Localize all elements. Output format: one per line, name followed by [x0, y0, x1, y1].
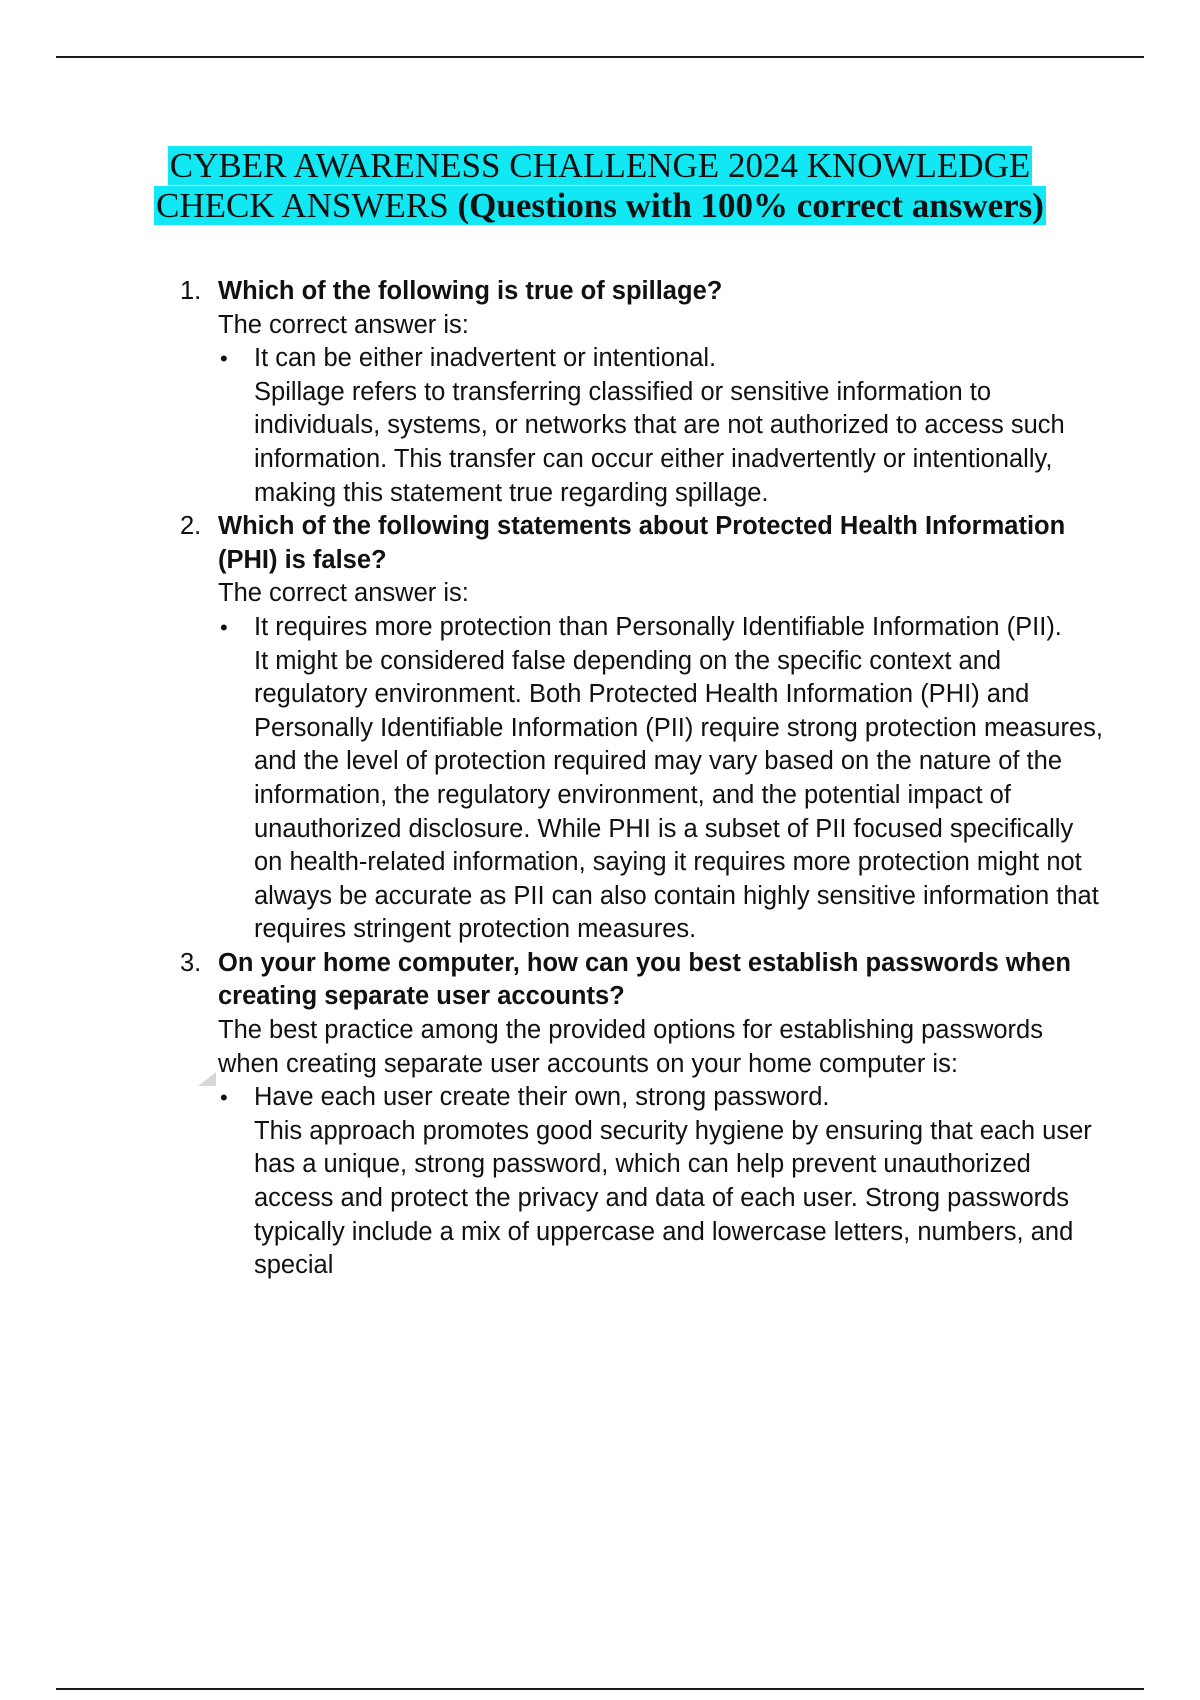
question-number: 1.	[180, 277, 202, 305]
answer-intro: The best practice among the provided options for establishing passwords when creating separate user accounts on your home computer is:	[218, 1016, 1043, 1078]
answer-explanation: This approach promotes good security hygiene by ensuring that each user has a unique, strong password, which can help prevent unauthorized access and protect the privacy and data of each user. Strong passwords typically include a mix of uppercase and lowercase letters, numbers, and special	[254, 1116, 1092, 1280]
answer-item	[218, 1081, 1106, 1283]
answer-intro: The correct answer is:	[218, 310, 469, 339]
answer-list	[218, 611, 1106, 947]
answer-item	[218, 611, 1106, 947]
title-line-2-bold: (Questions with 100% correct answers)	[457, 186, 1044, 225]
answer-list	[218, 1081, 1106, 1283]
answer-text: It requires more protection than Personally Identifiable Information (PII).	[254, 612, 1062, 641]
title-line-2	[154, 186, 1046, 225]
corner-fold-icon	[198, 1072, 216, 1086]
answer-text: It can be either inadvertent or intentional.	[254, 344, 717, 373]
document-title	[0, 146, 1200, 226]
question-text: On your home computer, how can you best establish passwords when creating separate user accounts?	[218, 948, 1072, 1011]
question-item-3	[176, 947, 1106, 1283]
question-number: 2.	[180, 512, 202, 541]
question-item-2	[176, 510, 1106, 947]
question-item-1	[176, 275, 1106, 510]
answer-explanation: Spillage refers to transferring classified or sensitive information to individuals, systems, or networks that are not authorized to access such information. This transfer can occur either inadvertently or intentionally, making this statement true regarding spillage.	[254, 377, 1065, 507]
title-line-2-regular: CHECK ANSWERS	[156, 186, 458, 225]
answer-explanation: It might be considered false depending on the specific context and regulatory environment. Both Protected Health Information (PHI) and Personally Identifiable Information (PII) require strong protection measures, and the level of protection required may vary based on the nature of the information, the regulatory environment, and the potential impact of unauthorized disclosure. While PHI is a subset of PII focused specifically on health-related information, saying it requires more protection might not always be accurate as PII can also contain highly sensitive information that requires stringent protection measures.	[254, 646, 1103, 944]
question-list	[176, 275, 1106, 1283]
question-text: Which of the following statements about Protected Health Information (PHI) is false?	[218, 512, 1066, 574]
bullet-icon: •	[220, 1085, 228, 1111]
question-text: Which of the following is true of spillage?	[218, 277, 723, 305]
answer-text: Have each user create their own, strong password.	[254, 1083, 830, 1112]
answer-item	[218, 342, 1106, 510]
bullet-icon: •	[220, 614, 228, 640]
header-rule	[56, 56, 1144, 58]
bullet-icon: •	[220, 346, 228, 372]
footer-rule	[56, 1688, 1144, 1690]
title-line-1: CYBER AWARENESS CHALLENGE 2024 KNOWLEDGE	[169, 146, 1031, 185]
question-number: 3.	[180, 948, 202, 977]
answer-intro: The correct answer is:	[218, 579, 469, 608]
answer-list	[218, 342, 1106, 510]
